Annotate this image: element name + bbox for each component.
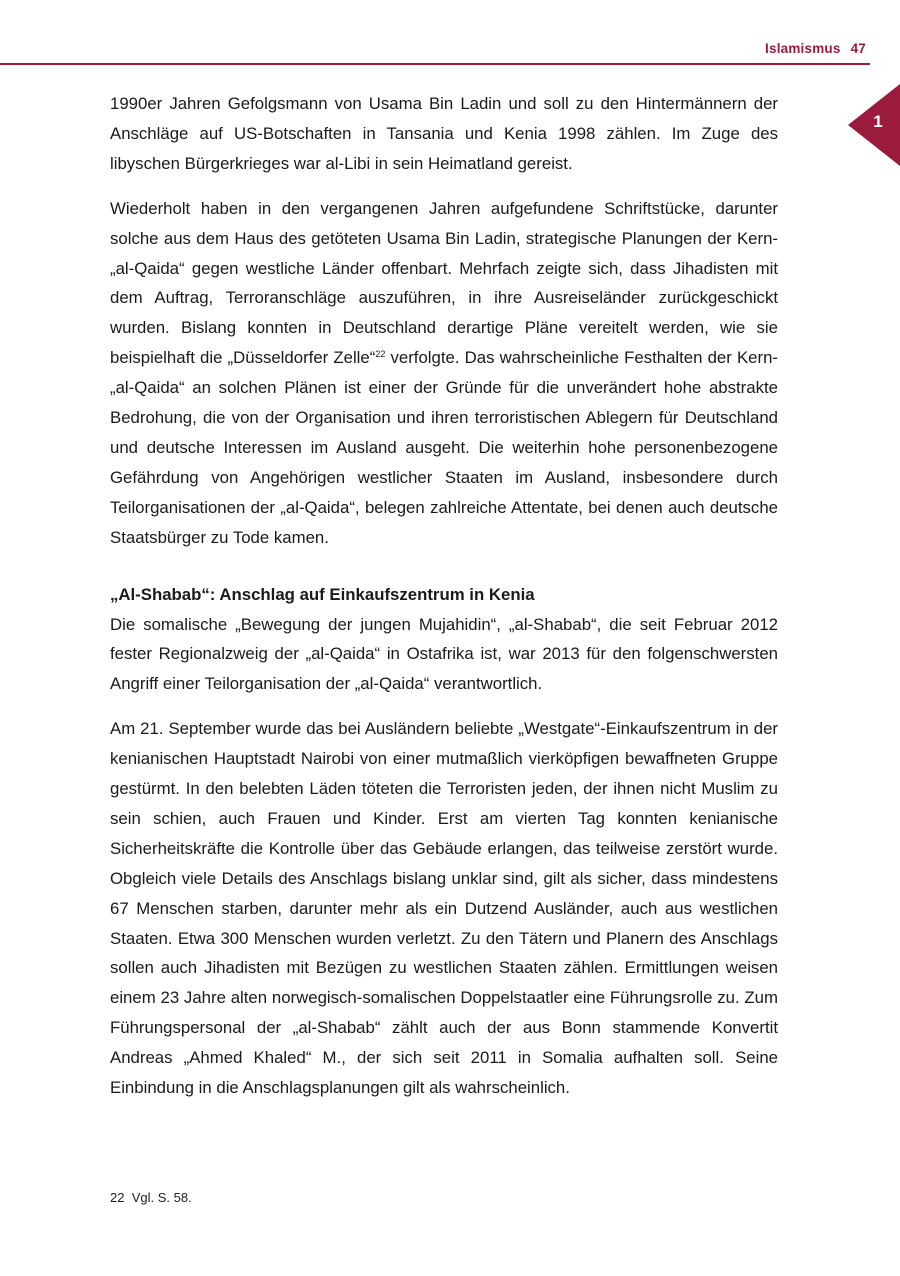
footnote — [110, 1190, 192, 1205]
paragraph-1: 1990er Jahren Gefolgsmann von Usama Bin Ladin und soll zu den Hintermännern der Anschläge auf US-Botschaften in Tansania und Kenia 1998 zählen. Im Zuge des libyschen Bürgerkrieges war al-Libi in sein Heimatland gereist. — [110, 94, 778, 173]
footnote-text: Vgl. S. 58. — [131, 1190, 192, 1205]
body-text — [110, 89, 778, 1118]
section-title: Islamismus — [765, 41, 841, 56]
chapter-number: 1 — [873, 112, 883, 131]
paragraph-2 — [110, 194, 778, 553]
footnote-reference[interactable]: 22 — [375, 349, 386, 360]
footnote-number: 22 — [110, 1190, 125, 1205]
paragraph-2-part-2: verfolgte. Das wahrscheinliche Festhalten der Kern-„al-Qaida“ an solchen Plänen ist einer der Gründe für die unverändert hohe abstrakte Bedrohung, die von der Organisation und ihren terroristischen Ablegern für Deutschland und deutsche Interessen im Ausland ausgeht. Die weiterhin hohe personenbezogene Gefährdung von Angehörigen westlicher Staaten im Ausland, insbesondere durch Teilorganisationen der „al-Qaida“, belegen zahlreiche Attentate, bei denen auch deutsche Staatsbürger zu Tode kamen. — [110, 348, 778, 547]
section-heading: „Al-Shabab“: Anschlag auf Einkaufszentrum in Kenia — [110, 584, 535, 604]
section-paragraph-2: Am 21. September wurde das bei Ausländern beliebte „Westgate“-Einkaufszentrum in der kenianischen Hauptstadt Nairobi von einer mutmaßlich vierköpfigen bewaffneten Gruppe gestürmt. In den belebten Läden töteten die Terroristen jeden, der ihnen nicht Muslim zu sein schien, auch Frauen und Kinder. Erst am vierten Tag konnten kenianische Sicherheitskräfte die Kontrolle über das Gebäude erlangen, das teilweise zerstört wurde. Obgleich viele Details des Anschlags bislang unklar sind, gilt als sicher, dass mindestens 67 Menschen starben, darunter mehr als ein Dutzend Ausländer, auch aus westlichen Staaten. Etwa 300 Menschen wurden verletzt. Zu den Tätern und Planern des Anschlags sollen auch Jihadisten mit Bezügen zu westlichen Staaten zählen. Ermittlungen weisen einem 23 Jahre alten norwegisch-somalischen Doppelstaatler eine Führungsrolle zu. Zum Führungspersonal der „al-Shabab“ zählt auch der aus Bonn stammende Konvertit Andreas „Ahmed Khaled“ M., der sich seit 2011 in Somalia aufhalten soll. Seine Einbindung in die Anschlagsplanungen gilt als wahrscheinlich. — [110, 719, 778, 1098]
section-paragraph-1: Die somalische „Bewegung der jungen Mujahidin“, „al-Shabab“, die seit Februar 2012 fester Regionalzweig der „al-Qaida“ in Ostafrika ist, war 2013 für den folgenschwersten Angriff einer Teilorganisation der „al-Qaida“ verantwortlich. — [110, 614, 778, 694]
page-number: 47 — [850, 41, 866, 56]
running-header — [765, 41, 866, 56]
header-rule — [0, 63, 870, 65]
paragraph-2-part-1: Wiederholt haben in den vergangenen Jahren aufgefundene Schriftstücke, darunter solche aus dem Haus des getöteten Usama Bin Ladin, strategische Planungen der Kern-„al-Qaida“ gegen westliche Länder offenbart. Mehrfach zeigte sich, dass Jihadisten mit dem Auftrag, Terroranschläge auszuführen, in ihre Ausreiseländer zurückgeschickt wurden. Bislang konnten in Deutschland derartige Pläne vereitelt werden, wie sie beispielhaft die „Düsseldorfer Zelle“ — [110, 198, 778, 368]
